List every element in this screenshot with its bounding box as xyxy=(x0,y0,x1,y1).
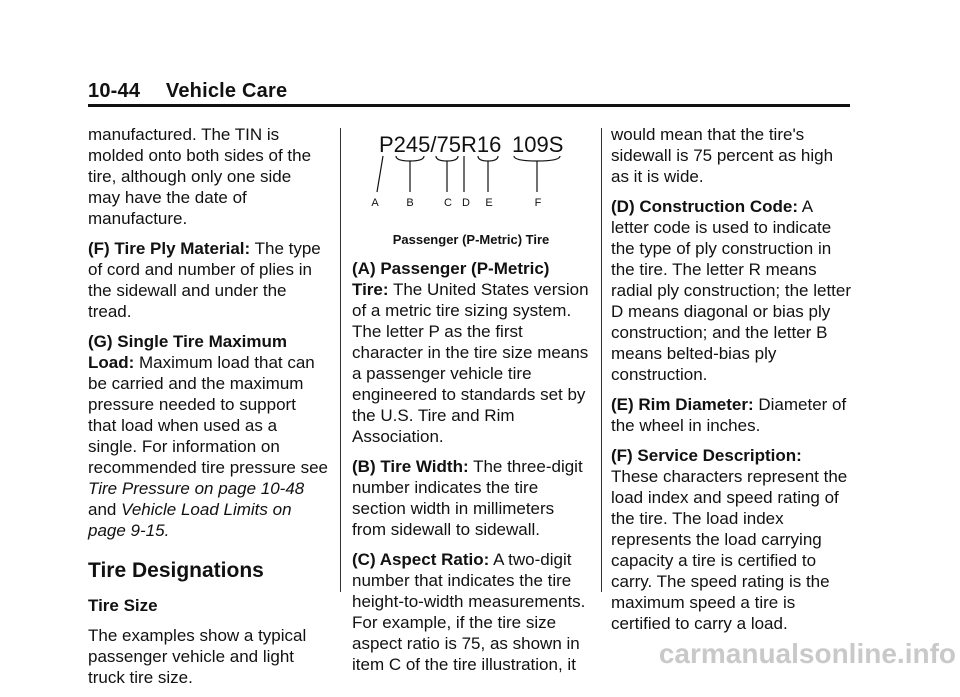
service-description-entry xyxy=(611,445,853,634)
tire-size-diagram xyxy=(352,128,590,238)
max-load-entry xyxy=(88,331,328,541)
subheading: Tire Size xyxy=(88,596,158,615)
entry-text: The type of cord and number of plies in the sidewall and under the tread. xyxy=(88,239,321,321)
entry-title: (F) Tire Ply Material: xyxy=(88,239,251,258)
paragraph: The examples show a typical passenger vehicle and light truck tire size. xyxy=(88,626,307,687)
entry-title: (F) Service Description: xyxy=(611,446,802,465)
column-2 xyxy=(352,258,590,684)
rim-diameter-entry xyxy=(611,394,853,436)
column-divider xyxy=(601,128,602,592)
cross-reference-link[interactable]: Vehicle Load Limits on page 9-15. xyxy=(88,500,292,540)
entry-text: A two-digit number that indicates the tire height-to-width measurements. For example, if the tire size aspect ratio is 75, as shown in item C of the tire illustration, it xyxy=(352,550,586,674)
page-header xyxy=(88,80,287,103)
entry-text: The United States version of a metric tire sizing system. The letter P as the first character in the tire size means a passenger vehicle tire engineered to standards set by the U.S. Tire and Rim Association. xyxy=(352,280,589,446)
label-d: D xyxy=(462,197,470,209)
section-title: Vehicle Care xyxy=(165,80,288,102)
entry-text: Maximum load that can be carried and the maximum pressure needed to support that load when used as a single. For information on recommended tire pressure see xyxy=(88,353,329,477)
tire-size-code: P245/75R16 xyxy=(379,132,502,157)
column-divider xyxy=(340,128,341,592)
entry-title: (B) Tire Width: xyxy=(352,457,469,476)
label-f: F xyxy=(534,197,542,209)
passenger-tire-entry xyxy=(352,258,590,447)
page-number: 10-44 xyxy=(88,80,141,102)
construction-code-entry xyxy=(611,196,853,385)
watermark: carmanualsonline.info xyxy=(658,638,956,669)
entry-title: (E) Rim Diameter: xyxy=(611,395,754,414)
entry-text: These characters represent the load index and speed rating of the tire. The load index represents the load carrying capacity a tire is certified to carry. The speed rating is the maximum speed a tire is certified to carry a load. xyxy=(611,467,848,633)
entry-text: The three-digit number indicates the tire section width in millimeters from sidewall to sidewall. xyxy=(352,457,583,539)
tire-width-entry xyxy=(352,456,590,540)
paragraph: manufactured. The TIN is molded onto both sides of the tire, although only one side may have the date of manufacture. xyxy=(88,125,312,228)
entry-text: A letter code is used to indicate the type of ply construction in the tire. The letter R means radial ply construction; the letter D means diagonal or bias ply construction; and the letter B means belted-bias ply construction. xyxy=(611,197,852,384)
entry-title: (C) Aspect Ratio: xyxy=(352,550,490,569)
entry-text: Diameter of the wheel in inches. xyxy=(611,395,847,435)
ply-material-entry xyxy=(88,238,328,322)
label-c: C xyxy=(444,197,452,209)
bracket-lines xyxy=(377,156,560,192)
label-b: B xyxy=(406,197,414,209)
paragraph: would mean that the tire's sidewall is 75 percent as high as it is wide. xyxy=(611,125,834,186)
service-code: 109S xyxy=(512,132,564,157)
label-a: A xyxy=(371,197,379,209)
entry-title: (G) Single Tire Maximum Load: xyxy=(88,332,288,372)
column-3 xyxy=(611,124,853,643)
conjunction: and xyxy=(88,500,117,519)
entry-title: (D) Construction Code: xyxy=(611,197,798,216)
entry-title: (A) Passenger (P-Metric) Tire: xyxy=(352,259,550,299)
figure-caption: Passenger (P-Metric) Tire xyxy=(392,232,550,247)
cross-reference-link[interactable]: Tire Pressure on page 10-48 xyxy=(88,479,305,498)
section-heading: Tire Designations xyxy=(88,559,264,582)
column-1 xyxy=(88,124,328,697)
header-rule xyxy=(88,104,850,107)
aspect-ratio-entry xyxy=(352,549,590,675)
label-e: E xyxy=(485,197,493,209)
